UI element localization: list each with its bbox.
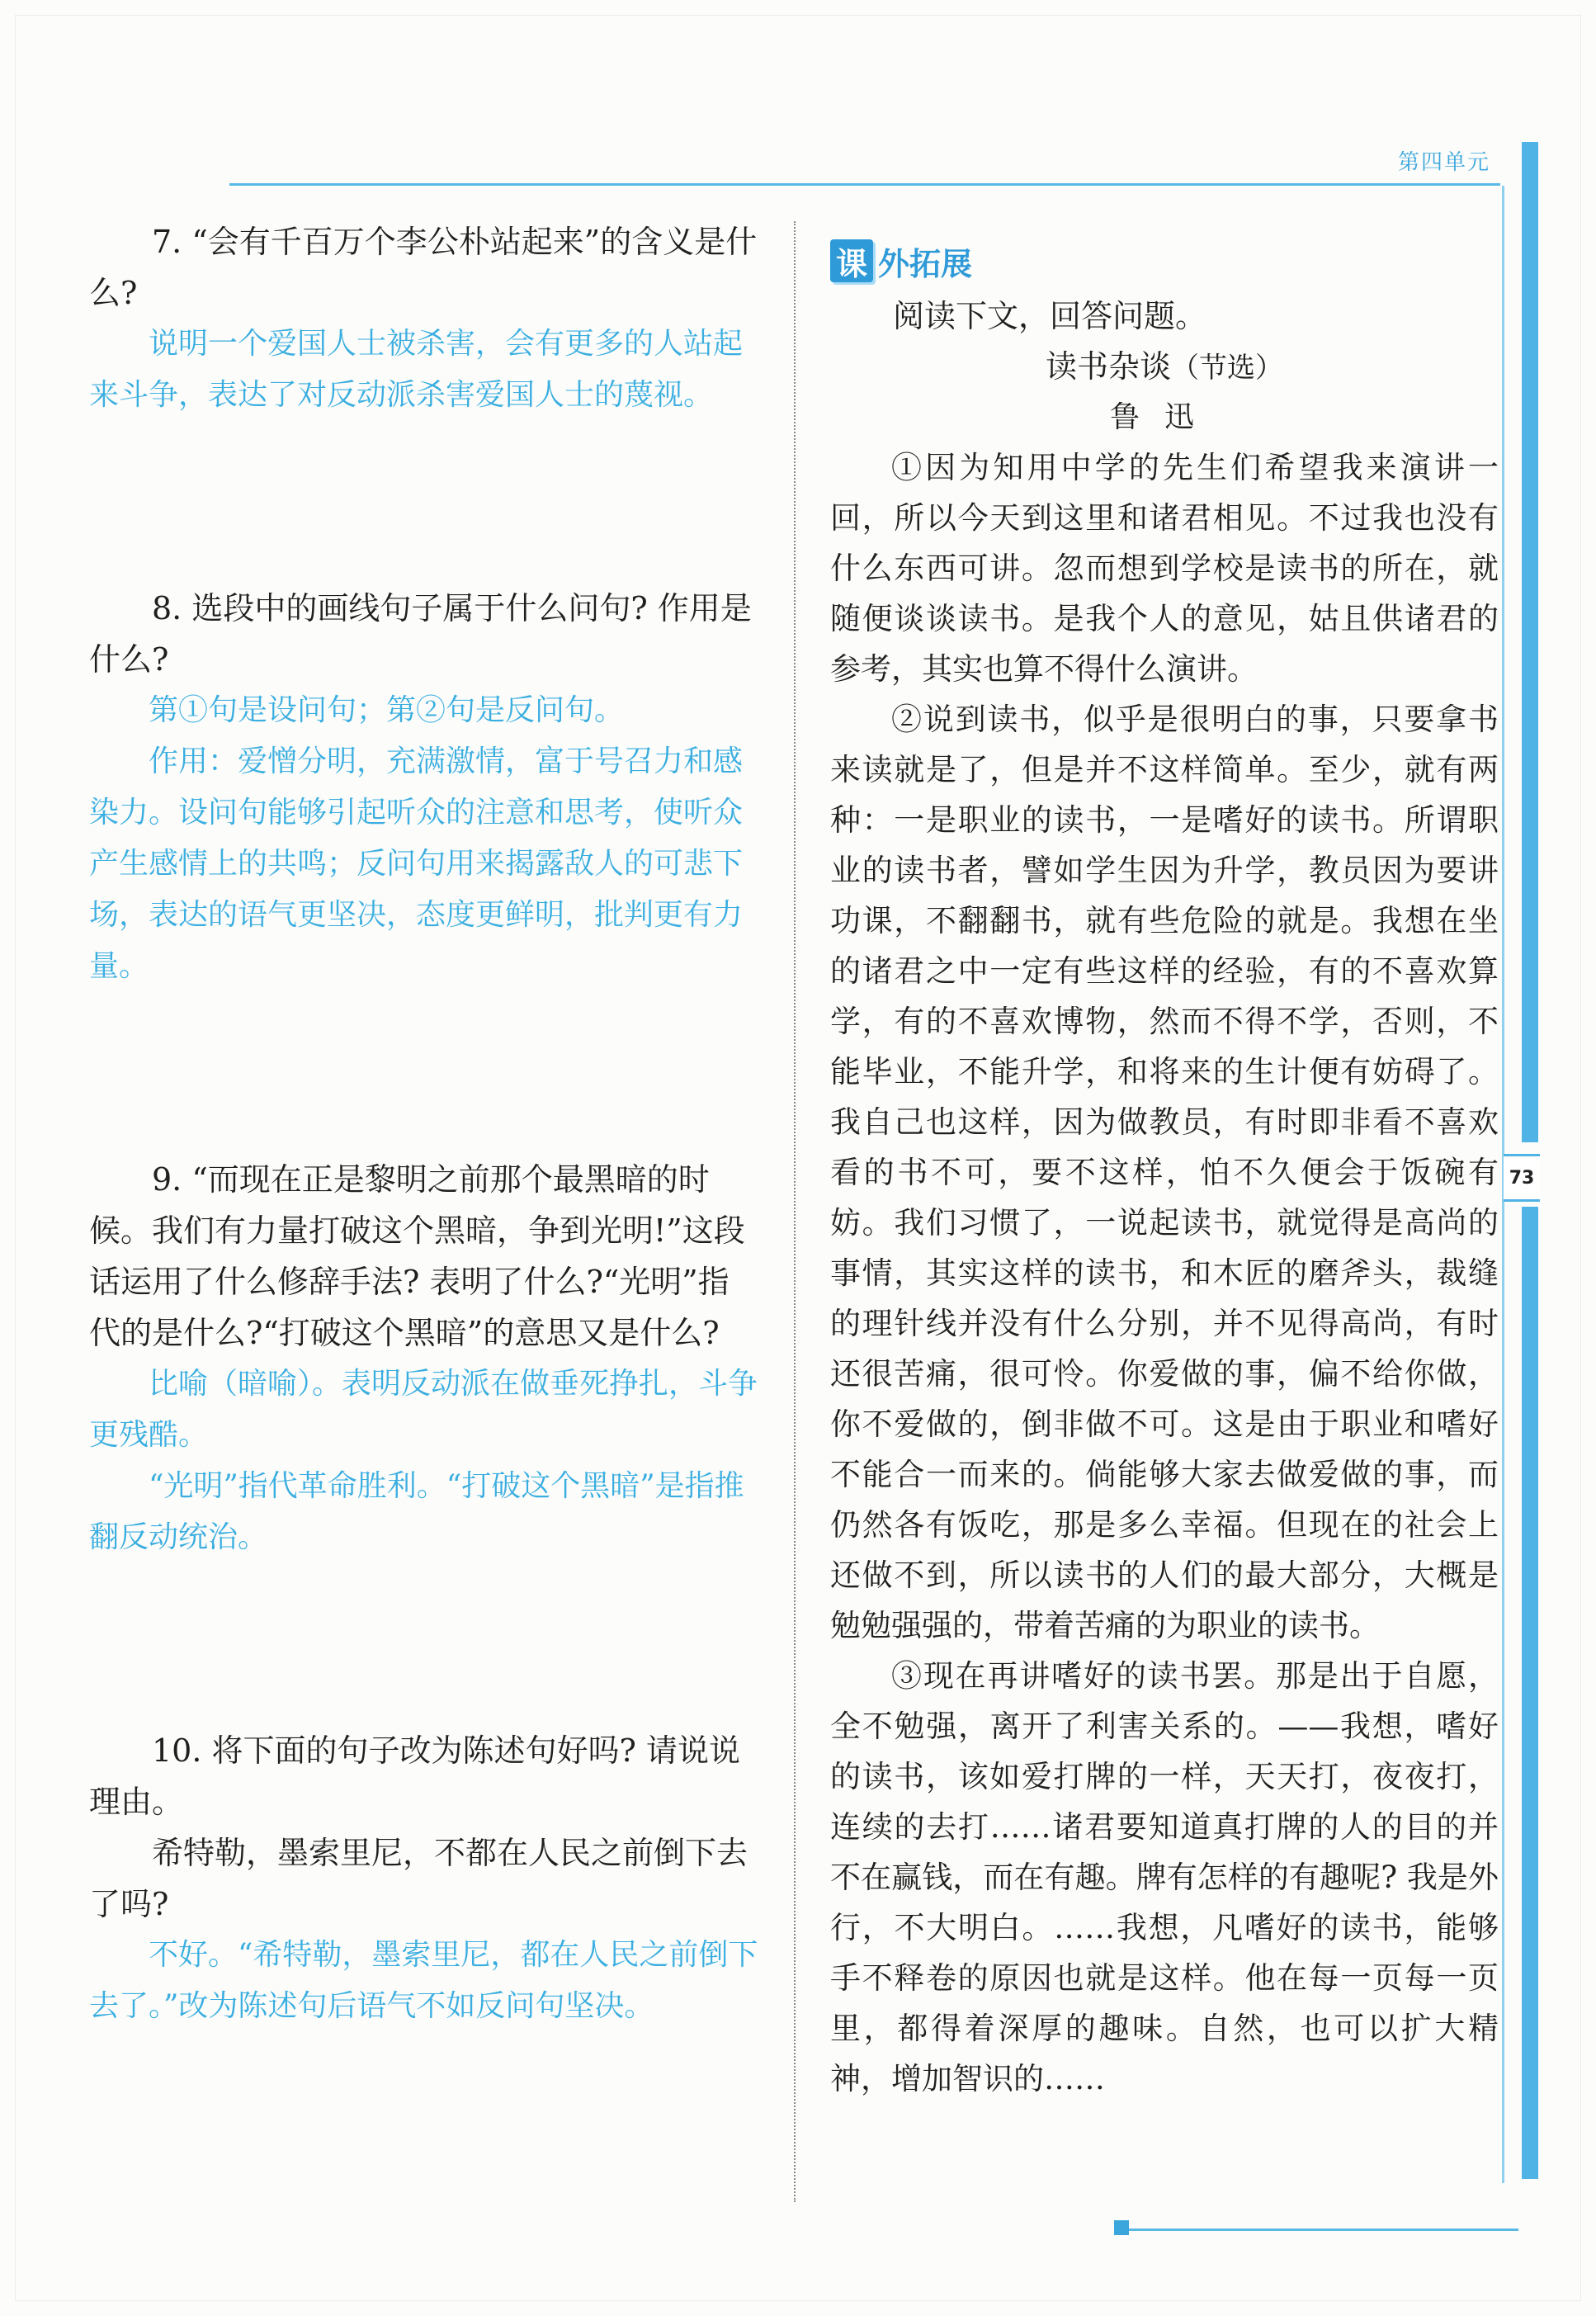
answer-9-part2: “光明”指代革命胜利。“打破这个黑暗”是指推翻反动统治。	[89, 1469, 744, 1554]
reading-instruction: 阅读下文，回答问题。	[893, 298, 1207, 334]
answer-8-part2: 作用：爱憎分明，充满激情，富于号召力和感染力。设问句能够引起听众的注意和思考，使听众产生感情上的共鸣；反问句用来揭露敌人的可悲下场，表达的语气更坚决，态度更鲜明，批判更有力量。	[89, 744, 744, 983]
left-column	[89, 216, 759, 2032]
section-badge-icon: 课	[830, 239, 873, 282]
article-paragraph-3: ③现在再讲嗜好的读书罢。那是出于自愿，全不勉强，离开了利害关系的。——我想，嗜好的读书，该如爱打牌的一样，天天打，夜夜打，连续的去打……诸君要知道真打牌的人的目的并不在赢钱，而在有趣。牌有怎样的有趣呢? 我是外行，不大明白。……我想，凡嗜好的读书，能够手不释卷的原因也就是这样。他在每一页每一页里，都得着深厚的趣味。自然，也可以扩大精神，增加智识的……	[830, 1658, 1499, 2096]
article-paragraph-1: ①因为知用中学的先生们希望我来演讲一回，所以今天到这里和诸君相见。不过我也没有什么东西可讲。忽而想到学校是读书的所在，就随便谈谈读书。是我个人的意见，姑且供诸君的参考，其实也算不得什么演讲。	[830, 450, 1499, 687]
question-9: 9. “而现在正是黎明之前那个最黑暗的时候。我们有力量打破这个黑暗，争到光明!”这段话运用了什么修辞手法? 表明了什么?“光明”指代的是什么?“打破这个黑暗”的意思又是什么?	[89, 1161, 745, 1351]
header-rule	[229, 183, 1500, 186]
answer-9-part1: 比喻（暗喻）。表明反动派在做垂死挣扎，斗争更残酷。	[89, 1367, 758, 1452]
question-8: 8. 选段中的画线句子属于什么问句? 作用是什么?	[89, 590, 752, 678]
right-column	[830, 236, 1499, 2104]
footer-square-icon	[1114, 2220, 1129, 2235]
article-title-text: 读书杂谈	[1045, 348, 1171, 385]
column-divider	[794, 221, 796, 2202]
section-title: 外拓展	[878, 244, 973, 282]
side-tab-bar-bottom	[1522, 1207, 1538, 2179]
article-author: 鲁迅	[1109, 400, 1219, 434]
section-heading	[830, 236, 1499, 286]
article-subtitle: （节选）	[1171, 352, 1283, 385]
article-title	[830, 342, 1499, 393]
article-paragraph-2: ②说到读书，似乎是很明白的事，只要拿书来读就是了，但是并不这样简单。至少，就有两种：一是职业的读书，一是嗜好的读书。所谓职业的读书者，譬如学生因为升学，教员因为要讲功课，不翻翻书，就有些危险的就是。我想在坐的诸君之中一定有些这样的经验，有的不喜欢算学，有的不喜欢博物，然而不得不学，否则，不能毕业，不能升学，和将来的生计便有妨碍了。我自己也这样，因为做教员，有时即非看不喜欢看的书不可，要不这样，怕不久便会于饭碗有妨。我们习惯了，一说起读书，就觉得是高尚的事情，其实这样的读书，和木匠的磨斧头，裁缝的理针线并没有什么分别，并不见得高尚，有时还很苦痛，很可怜。你爱做的事，偏不给你做，你不爱做的，倒非做不可。这是由于职业和嗜好不能合一而来的。倘能够大家去做爱做的事，而仍然各有饭吃，那是多么幸福。但现在的社会上还做不到，所以读书的人们的最大部分，大概是勉勉强强的，带着苦痛的为职业的读书。	[830, 702, 1499, 1643]
answer-7: 说明一个爱国人士被杀害，会有更多的人站起来斗争，表达了对反动派杀害爱国人士的蔑视。	[89, 327, 744, 412]
question-10-sentence: 希特勒，墨索里尼，不都在人民之前倒下去了吗?	[89, 1835, 748, 1922]
page-number: 73	[1504, 1154, 1540, 1202]
footer-rule	[1122, 2229, 1518, 2231]
side-tab-bar-top	[1522, 142, 1538, 1142]
question-7: 7. “会有千百万个李公朴站起来”的含义是什么?	[89, 224, 758, 311]
unit-label: 第四单元	[1397, 150, 1490, 175]
answer-8-part1: 第①句是设问句；第②句是反问句。	[149, 693, 625, 727]
answer-10: 不好。“希特勒，墨索里尼，都在人民之前倒下去了。”改为陈述句后语气不如反问句坚决。	[89, 1938, 758, 2023]
question-10: 10. 将下面的句子改为陈述句好吗? 请说说理由。	[89, 1732, 740, 1820]
